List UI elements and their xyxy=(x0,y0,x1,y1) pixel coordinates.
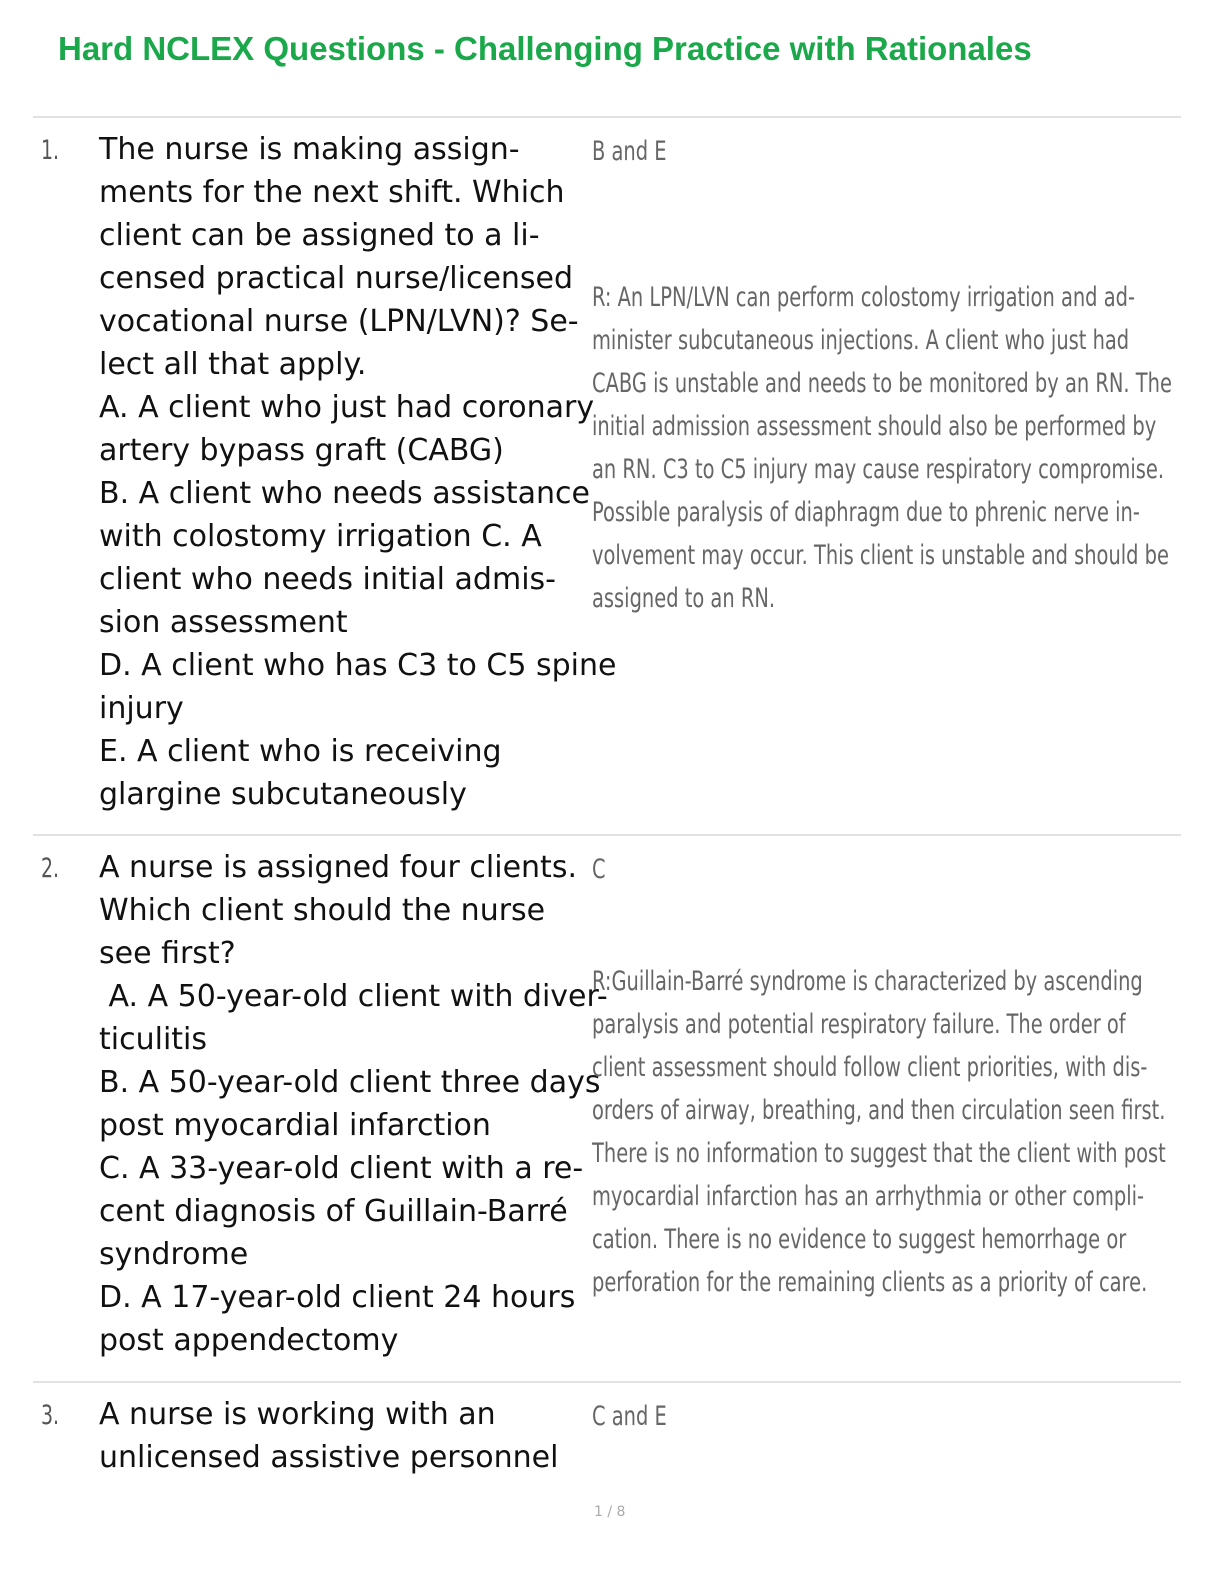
rationale-line: R:Guillain-Barré syndrome is characterized by ascending xyxy=(592,966,1143,997)
question-text xyxy=(99,128,617,816)
question-line: see first? xyxy=(99,936,236,971)
question-line: B. A 50-year-old client three days xyxy=(99,1065,601,1100)
question-number: 3. xyxy=(41,1400,60,1431)
rationale-line: myocardial infarction has an arrhythmia or other compli- xyxy=(592,1181,1145,1212)
question-line: syndrome xyxy=(99,1237,249,1272)
question-line: A nurse is assigned four clients. xyxy=(99,850,577,885)
question-line: cent diagnosis of Guillain-Barré xyxy=(99,1194,568,1229)
question-text xyxy=(99,846,608,1362)
question-line: D. A client who has C3 to C5 spine xyxy=(99,648,617,683)
question-line: glargine subcutaneously xyxy=(99,777,467,812)
rationale-line: There is no information to suggest that the client with post xyxy=(592,1138,1166,1169)
rationale-line: CABG is unstable and needs to be monitored by an RN. The xyxy=(592,368,1172,399)
page-number: 1 / 8 xyxy=(594,1504,626,1520)
question-line: client who needs initial admis- xyxy=(99,562,556,597)
question-line: The nurse is making assign- xyxy=(99,132,520,167)
divider xyxy=(33,834,1181,836)
question-line: A. A 50-year-old client with diver- xyxy=(99,979,608,1014)
answer-text: C xyxy=(592,854,606,885)
rationale-line: Possible paralysis of diaphragm due to phrenic nerve in- xyxy=(592,497,1140,528)
question-line: lect all that apply. xyxy=(99,347,367,382)
question-line: sion assessment xyxy=(99,605,348,640)
question-line: artery bypass graft (CABG) xyxy=(99,433,504,468)
question-line: post myocardial infarction xyxy=(99,1108,491,1143)
question-line: A nurse is working with an xyxy=(99,1397,496,1432)
rationale-line: client assessment should follow client priorities, with dis- xyxy=(592,1052,1148,1083)
rationale-line: paralysis and potential respiratory failure. The order of xyxy=(592,1009,1126,1040)
question-line: unlicensed assistive personnel xyxy=(99,1440,559,1475)
question-line: E. A client who is receiving xyxy=(99,734,502,769)
rationale-line: perforation for the remaining clients as a priority of care. xyxy=(592,1267,1148,1298)
rationale-line: R: An LPN/LVN can perform colostomy irrigation and ad- xyxy=(592,282,1135,313)
question-text xyxy=(99,1393,589,1479)
rationale-text xyxy=(592,960,1166,1304)
rationale-line: initial admission assessment should also be performed by xyxy=(592,411,1157,442)
question-line: ticulitis xyxy=(99,1022,208,1057)
question-line: post appendectomy xyxy=(99,1323,399,1358)
question-line: B. A client who needs assistance xyxy=(99,476,590,511)
rationale-line: cation. There is no evidence to suggest hemorrhage or xyxy=(592,1224,1127,1255)
page-title: Hard NCLEX Questions - Challenging Practice with Rationales xyxy=(58,30,1032,67)
rationale-text xyxy=(592,276,1172,620)
question-line: A. A client who just had coronary xyxy=(99,390,595,425)
rationale-line: assigned to an RN. xyxy=(592,583,776,614)
rationale-line: an RN. C3 to C5 injury may cause respiratory compromise. xyxy=(592,454,1165,485)
question-line: censed practical nurse/licensed xyxy=(99,261,574,296)
question-line: ments for the next shift. Which xyxy=(99,175,565,210)
rationale-line: orders of airway, breathing, and then circulation seen first. xyxy=(592,1095,1166,1126)
rationale-line: volvement may occur. This client is unstable and should be xyxy=(592,540,1169,571)
question-line: with colostomy irrigation C. A xyxy=(99,519,542,554)
question-line: C. A 33-year-old client with a re- xyxy=(99,1151,584,1186)
question-line: client can be assigned to a li- xyxy=(99,218,540,253)
question-line: D. A 17-year-old client 24 hours xyxy=(99,1280,576,1315)
question-number: 1. xyxy=(41,135,60,166)
answer-text: C and E xyxy=(592,1401,667,1432)
question-line: Which client should the nurse xyxy=(99,893,546,928)
divider xyxy=(33,116,1181,118)
divider xyxy=(33,1381,1181,1383)
question-number: 2. xyxy=(41,853,60,884)
question-line: vocational nurse (LPN/LVN)? Se- xyxy=(99,304,579,339)
answer-text: B and E xyxy=(592,136,667,167)
question-line: injury xyxy=(99,691,184,726)
rationale-line: minister subcutaneous injections. A client who just had xyxy=(592,325,1130,356)
